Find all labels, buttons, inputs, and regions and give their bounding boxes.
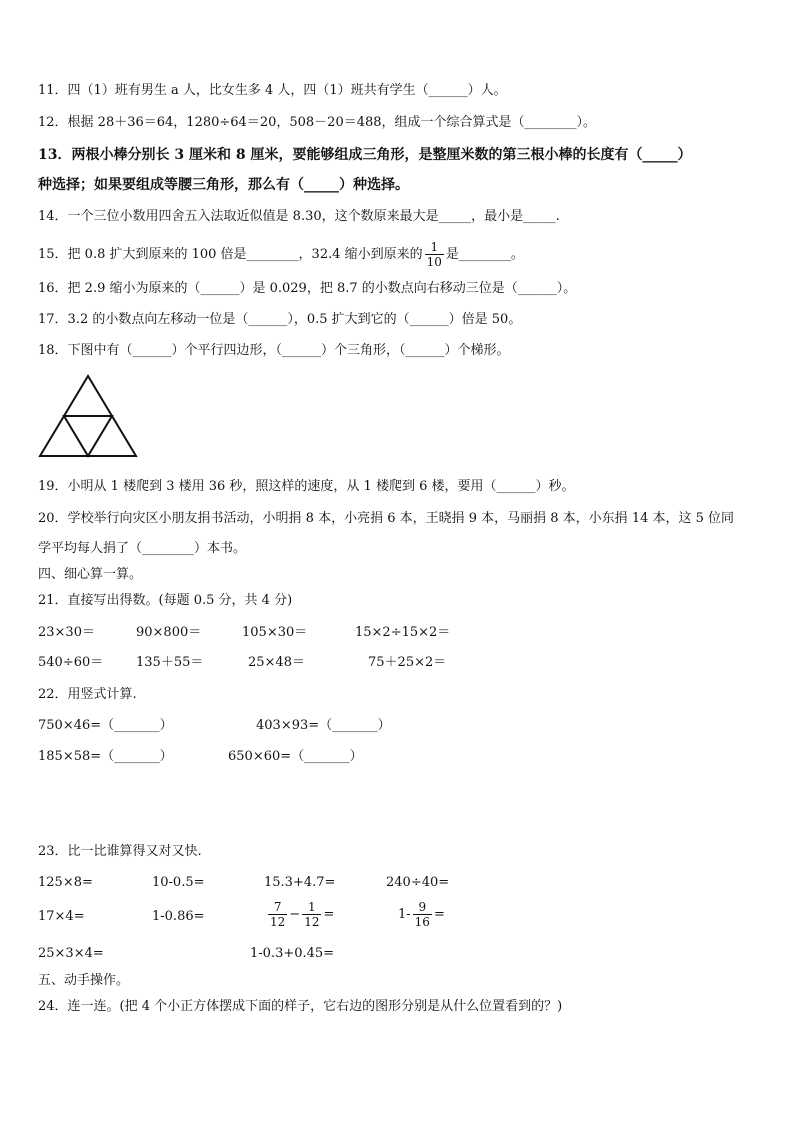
question-20-line1: 20．学校举行向灾区小朋友捐书活动，小明捐 8 本，小亮捐 6 本，王晓捐 9 本，马丽捐 8 本，小东捐 14 本，这 5 位同 (38, 511, 735, 526)
q21-item-6: 135＋55＝ (136, 655, 204, 670)
section-five-heading: 五、动手操作。 (38, 973, 130, 988)
minus-sign: − (289, 907, 301, 922)
triangle-figure (38, 374, 138, 458)
q21-item-8: 75＋25×2＝ (368, 655, 447, 670)
question-13-line2: 种选择；如果要组成等腰三角形，那么有（_____）种选择。 (38, 177, 409, 193)
q23-item-8: 1-0.3+0.45= (250, 946, 335, 961)
question-15 (38, 240, 524, 269)
fraction-numerator: 1 (308, 900, 316, 914)
q22-item-4: 650×60=（_______） (228, 749, 363, 764)
question-23: 23．比一比谁算得又对又快. (38, 844, 202, 859)
question-18: 18．下图中有（______）个平行四边形，（______）个三角形，（______）个梯形。 (38, 343, 510, 358)
q21-item-4: 15×2÷15×2＝ (355, 625, 451, 640)
q21-item-3: 105×30＝ (242, 625, 308, 640)
question-20-line2: 学平均每人捐了（________）本书。 (38, 541, 247, 556)
equals-sign: = (323, 907, 335, 922)
q23-item-3: 15.3+4.7= (264, 875, 336, 890)
fraction-denominator: 12 (270, 915, 286, 929)
question-22: 22．用竖式计算. (38, 687, 137, 702)
question-16: 16．把 2.9 缩小为原来的（______）是 0.029，把 8.7 的小数点向右移动三位是（______）。 (38, 281, 577, 296)
q23-fraction-expression-1 (266, 900, 334, 929)
q22-item-3: 185×58=（_______） (38, 749, 173, 764)
q23-item-2: 10-0.5= (152, 875, 205, 890)
q23-item-1: 125×8= (38, 875, 93, 890)
q23-item-4: 240÷40= (386, 875, 450, 890)
q22-item-1: 750×46=（_______） (38, 718, 173, 733)
q23-item-7: 25×3×4= (38, 946, 104, 961)
q22-item-2: 403×93=（_______） (256, 718, 391, 733)
fraction-denominator: 10 (426, 255, 442, 269)
fraction-denominator: 12 (304, 915, 320, 929)
question-19: 19．小明从 1 楼爬到 3 楼用 36 秒，照这样的速度，从 1 楼爬到 6 楼，要用（______）秒。 (38, 479, 575, 494)
one-minus: 1- (398, 907, 411, 922)
fraction-numerator: 7 (273, 900, 282, 914)
equals-sign: = (433, 907, 445, 922)
fraction-numerator: 1 (430, 240, 439, 254)
q21-item-1: 23×30＝ (38, 625, 95, 640)
q23-fraction-expression-2 (398, 900, 445, 929)
fraction-nine-sixteenths (413, 900, 432, 929)
section-four-heading: 四、细心算一算。 (38, 567, 143, 582)
q21-item-7: 25×48＝ (248, 655, 305, 670)
q23-item-5: 17×4= (38, 909, 85, 924)
question-13-line1: 13．两根小棒分别长 3 厘米和 8 厘米，要能够组成三角形，是整厘米数的第三根小棒的长度有（_____） (38, 147, 692, 163)
fraction-one-tenth (425, 240, 444, 269)
fraction-seven-twelfths (268, 900, 287, 929)
question-15-text-before: 15．把 0.8 扩大到原来的 100 倍是________，32.4 缩小到原来的 (38, 247, 423, 262)
q21-item-2: 90×800＝ (136, 625, 202, 640)
question-24: 24．连一连。(把 4 个小正方体摆成下面的样子，它右边的图形分别是从什么位置看到的？) (38, 999, 563, 1014)
question-12: 12．根据 28＋36＝64，1280÷64＝20，508－20＝488，组成一个综合算式是（________）。 (38, 115, 597, 130)
fraction-denominator: 16 (414, 915, 430, 929)
question-11: 11．四（1）班有男生 a 人，比女生多 4 人，四（1）班共有学生（______）人。 (38, 83, 507, 98)
question-17: 17．3.2 的小数点向左移动一位是（______），0.5 扩大到它的（______）倍是 50。 (38, 312, 522, 327)
q21-item-5: 540÷60＝ (38, 655, 104, 670)
question-14: 14．一个三位小数用四舍五入法取近似值是 8.30，这个数原来最大是_____，最小是_____. (38, 209, 560, 224)
fraction-numerator: 9 (418, 900, 427, 914)
q23-item-6: 1-0.86= (152, 909, 205, 924)
question-21: 21．直接写出得数。(每题 0.5 分，共 4 分) (38, 593, 293, 608)
question-15-text-after: 是________。 (445, 247, 524, 262)
fraction-one-twelfth (302, 900, 321, 929)
